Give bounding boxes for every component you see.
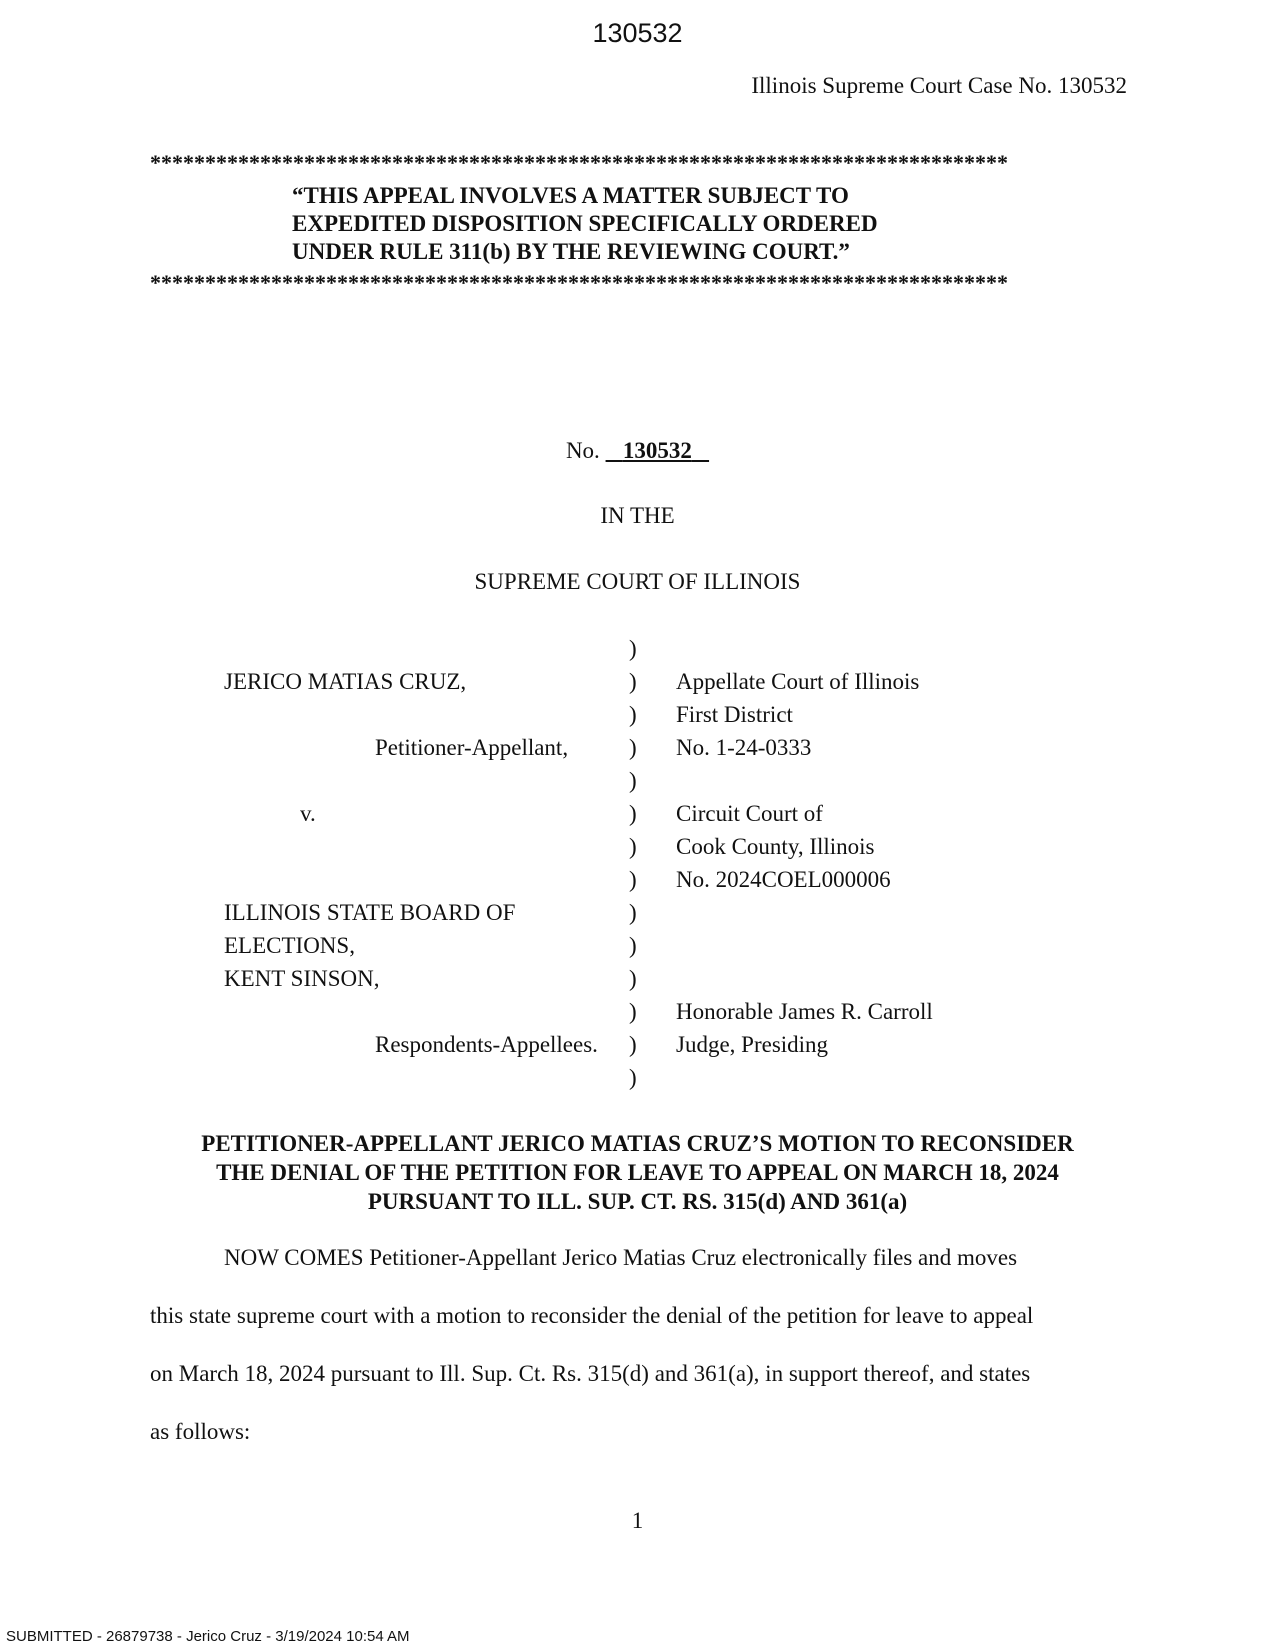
notice-border-top: ******************************************************************************	[150, 150, 1008, 175]
petitioner-role: Petitioner-Appellant,	[375, 735, 569, 760]
respondent-line-2: ELECTIONS,	[224, 933, 355, 958]
body-line-1: NOW COMES Petitioner-Appellant Jerico Matias Cruz electronically files and moves	[224, 1245, 1018, 1270]
motion-title-line-3: PURSUANT TO ILL. SUP. CT. RS. 315(d) AND 361(a)	[367, 1189, 908, 1214]
appellate-court: Appellate Court of Illinois	[676, 669, 920, 694]
paren: )	[629, 735, 637, 760]
body-line-4: as follows:	[150, 1419, 251, 1444]
circuit-county: Cook County, Illinois	[676, 834, 875, 859]
notice-line-2: EXPEDITED DISPOSITION SPECIFICALLY ORDERED	[292, 211, 878, 236]
appellate-case-number: No. 1-24-0333	[676, 735, 812, 760]
respondent-line-3: KENT SINSON,	[224, 966, 380, 991]
versus: v.	[300, 801, 316, 826]
circuit-case-number: No. 2024COEL000006	[676, 867, 891, 892]
petitioner-name: JERICO MATIAS CRUZ,	[224, 669, 467, 694]
docket-label: No.	[565, 438, 600, 463]
paren: )	[629, 768, 637, 793]
paren: )	[629, 1032, 637, 1057]
notice-line-1: “THIS APPEAL INVOLVES A MATTER SUBJECT TO	[292, 183, 849, 208]
judge-title: Judge, Presiding	[676, 1032, 829, 1057]
paren: )	[629, 834, 637, 859]
paren: )	[629, 636, 637, 661]
submitted-stamp: SUBMITTED - 26879738 - Jerico Cruz - 3/19/2024 10:54 AM	[6, 1628, 410, 1645]
appellate-district: First District	[676, 702, 793, 727]
respondent-role: Respondents-Appellees.	[375, 1032, 598, 1057]
paren: )	[629, 702, 637, 727]
paren: )	[629, 999, 637, 1024]
paren: )	[629, 867, 637, 892]
court-name: SUPREME COURT OF ILLINOIS	[474, 569, 801, 594]
paren: )	[629, 669, 637, 694]
court-intro: IN THE	[600, 503, 675, 528]
notice-border-bottom: ******************************************************************************	[150, 270, 1008, 295]
case-reference: Illinois Supreme Court Case No. 130532	[751, 73, 1127, 98]
motion-title	[0, 1129, 1275, 1216]
paren: )	[629, 801, 637, 826]
filing-stamp-number: 130532	[592, 18, 683, 48]
notice-line-3: UNDER RULE 311(b) BY THE REVIEWING COURT.”	[292, 239, 850, 264]
paren: )	[629, 900, 637, 925]
judge-name: Honorable James R. Carroll	[676, 999, 933, 1024]
motion-title-line-1: PETITIONER-APPELLANT JERICO MATIAS CRUZ’S MOTION TO RECONSIDER	[201, 1131, 1074, 1156]
docket-value: 130532	[622, 438, 692, 463]
motion-title-line-2: THE DENIAL OF THE PETITION FOR LEAVE TO APPEAL ON MARCH 18, 2024	[216, 1160, 1059, 1185]
paren: )	[629, 933, 637, 958]
page-number: 1	[631, 1508, 644, 1533]
body-line-2: this state supreme court with a motion to reconsider the denial of the petition for leave to appeal	[150, 1303, 1034, 1328]
circuit-court: Circuit Court of	[676, 801, 823, 826]
body-line-3: on March 18, 2024 pursuant to Ill. Sup. Ct. Rs. 315(d) and 361(a), in support thereof, and states	[150, 1361, 1031, 1386]
docket-number	[0, 438, 1275, 464]
paren: )	[629, 1065, 637, 1090]
paren: )	[629, 966, 637, 991]
respondent-line-1: ILLINOIS STATE BOARD OF	[224, 900, 516, 925]
